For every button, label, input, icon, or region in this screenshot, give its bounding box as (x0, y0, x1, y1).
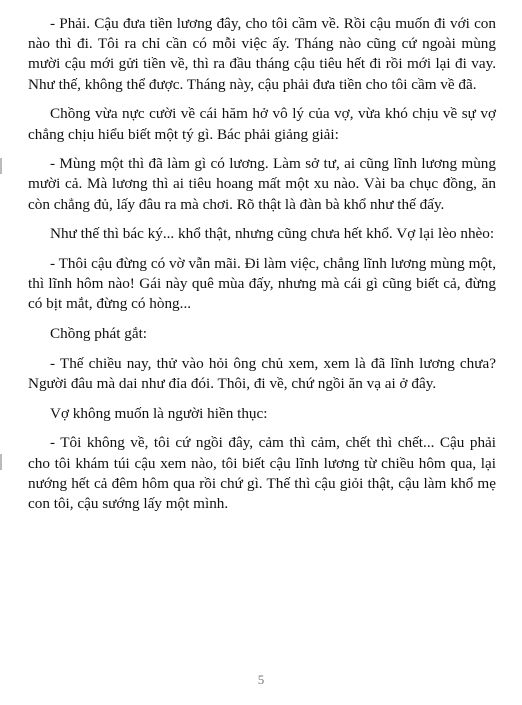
body-text (28, 14, 496, 524)
page-number: 5 (257, 672, 265, 687)
paragraph: - Thôi cậu đừng có vờ vẫn mãi. Đi làm việc, chẳng lĩnh lương mùng một, thì lĩnh hôm nào! Gái này quê mùa đấy, nhưng mà cái gì cũng biết cả, đừng có bịt mắt, đừng có hòng... (28, 255, 496, 313)
paragraph: - Thế chiều nay, thử vào hỏi ông chủ xem, xem là đã lĩnh lương chưa? Người đâu mà dai như đỉa đói. Thôi, đi về, chứ ngồi ăn vạ ai ở đây. (28, 354, 496, 393)
paragraph: Chồng vừa nực cười về cái hăm hở vô lý của vợ, vừa khó chịu về sự vợ chẳng chịu hiểu biết một tý gì. Bác phải giảng giải: (28, 105, 496, 143)
paragraph: - Tôi không về, tôi cứ ngồi đây, cảm thì cảm, chết thì chết... Cậu phải cho tôi khám túi cậu xem nào, tôi biết cậu lĩnh lương từ chiều hôm qua, lại nướng hết cả đêm hôm qua rồi chứ gì. Thế thì cậu giỏi thật, cậu làm khổ mẹ con tôi, cậu sướng lấy một mình. (28, 434, 496, 513)
paragraph: - Mùng một thì đã làm gì có lương. Làm sở tư, ai cũng lĩnh lương mùng mười cả. Mà lương thì ai tiêu hoang mất một xu nào. Vài ba chục đồng, ăn còn chẳng đủ, lấy đâu ra mà chơi. Rõ thật là đàn bà khổ như thế đấy. (28, 155, 496, 213)
paragraph: - Phải. Cậu đưa tiền lương đây, cho tôi cầm về. Rồi cậu muốn đi với con nào thì đi. Tôi ra chỉ cần có mỗi việc ấy. Tháng nào cũng cứ ngoài mùng mười cậu mới gửi tiền về, thì ra đầu tháng cậu tiêu hết đi rồi mới lại đi vay. Như thế, không thể được. Tháng này, cậu phải đưa tiền cho tôi cầm về đã. (28, 15, 496, 93)
paragraph: Vợ không muốn là người hiền thục: (50, 404, 268, 422)
page-edge-mark (0, 158, 2, 174)
page-edge-mark (0, 454, 2, 470)
paragraph: Chồng phát gắt: (50, 325, 148, 343)
paragraph: Như thế thì bác ký... khổ thật, nhưng cũng chưa hết khổ. Vợ lại lèo nhèo: (50, 225, 495, 243)
